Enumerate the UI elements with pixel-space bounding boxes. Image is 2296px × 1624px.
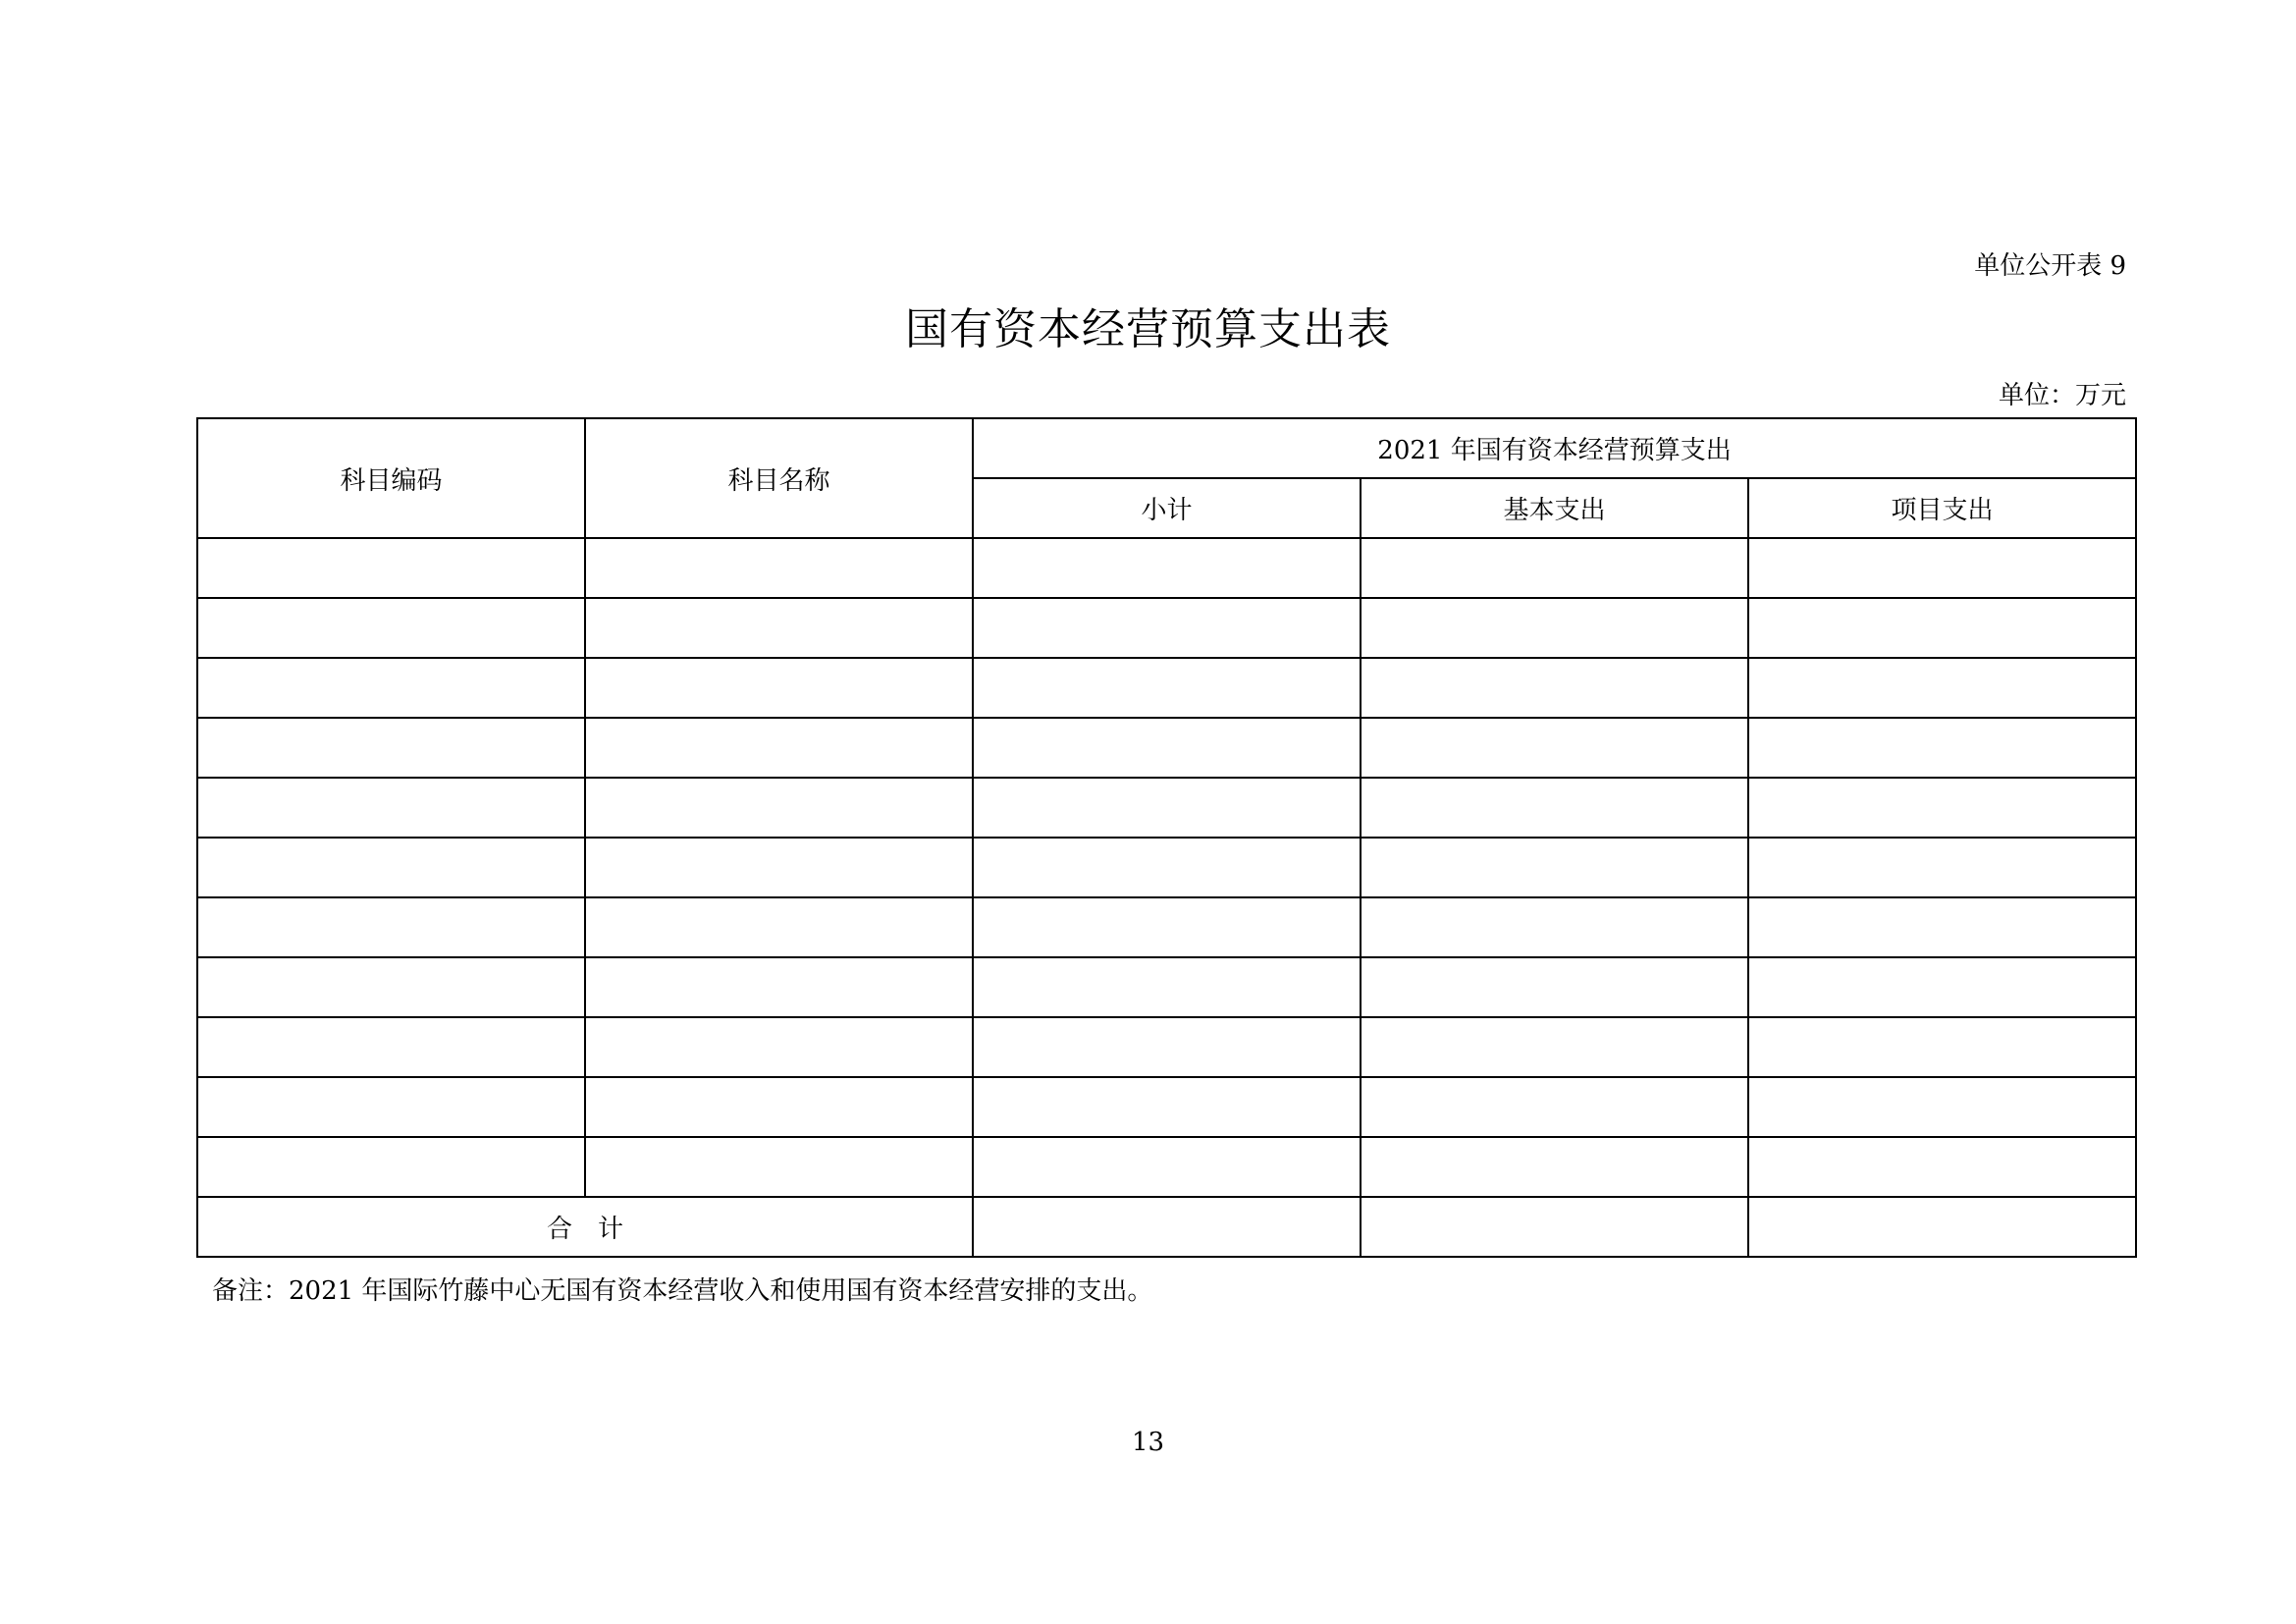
cell-name <box>585 838 973 897</box>
cell-project <box>1748 1137 2136 1197</box>
cell-project <box>1748 658 2136 718</box>
table-row <box>197 1017 2136 1077</box>
cell-basic <box>1361 598 1748 658</box>
cell-name <box>585 897 973 957</box>
header-code: 科目编码 <box>197 418 585 538</box>
cell-code <box>197 1077 585 1137</box>
cell-code <box>197 538 585 598</box>
cell-subtotal <box>973 957 1361 1017</box>
header-subtotal: 小计 <box>973 478 1361 538</box>
page-title: 国有资本经营预算支出表 <box>905 304 1391 354</box>
cell-name <box>585 658 973 718</box>
total-project <box>1748 1197 2136 1257</box>
unit-label: 单位：万元 <box>1998 381 2126 410</box>
cell-basic <box>1361 1017 1748 1077</box>
budget-expenditure-table <box>196 417 2137 1258</box>
table-row <box>197 838 2136 897</box>
cell-code <box>197 1137 585 1197</box>
cell-basic <box>1361 897 1748 957</box>
cell-subtotal <box>973 897 1361 957</box>
total-subtotal <box>973 1197 1361 1257</box>
cell-basic <box>1361 778 1748 838</box>
table-row <box>197 658 2136 718</box>
cell-project <box>1748 1077 2136 1137</box>
page-number: 13 <box>1131 1428 1165 1457</box>
cell-code <box>197 897 585 957</box>
cell-basic <box>1361 957 1748 1017</box>
cell-code <box>197 1017 585 1077</box>
total-basic <box>1361 1197 1748 1257</box>
cell-basic <box>1361 1137 1748 1197</box>
table-row <box>197 538 2136 598</box>
cell-basic <box>1361 838 1748 897</box>
cell-code <box>197 718 585 778</box>
cell-name <box>585 1137 973 1197</box>
cell-project <box>1748 1017 2136 1077</box>
table-row <box>197 778 2136 838</box>
cell-basic <box>1361 1077 1748 1137</box>
cell-name <box>585 1077 973 1137</box>
cell-project <box>1748 538 2136 598</box>
cell-subtotal <box>973 1137 1361 1197</box>
form-number: 单位公开表 9 <box>1974 251 2126 281</box>
cell-project <box>1748 957 2136 1017</box>
cell-project <box>1748 838 2136 897</box>
table-body <box>197 538 2136 1257</box>
header-row-1 <box>197 418 2136 478</box>
cell-basic <box>1361 718 1748 778</box>
cell-name <box>585 598 973 658</box>
cell-code <box>197 598 585 658</box>
cell-code <box>197 838 585 897</box>
table-row <box>197 598 2136 658</box>
header-basic: 基本支出 <box>1361 478 1748 538</box>
table-row <box>197 718 2136 778</box>
cell-basic <box>1361 538 1748 598</box>
table-row <box>197 1137 2136 1197</box>
header-project: 项目支出 <box>1748 478 2136 538</box>
cell-project <box>1748 598 2136 658</box>
cell-subtotal <box>973 718 1361 778</box>
cell-subtotal <box>973 538 1361 598</box>
cell-name <box>585 778 973 838</box>
cell-basic <box>1361 658 1748 718</box>
cell-code <box>197 658 585 718</box>
cell-name <box>585 957 973 1017</box>
cell-subtotal <box>973 658 1361 718</box>
cell-subtotal <box>973 598 1361 658</box>
table-row <box>197 957 2136 1017</box>
total-row <box>197 1197 2136 1257</box>
cell-subtotal <box>973 1077 1361 1137</box>
cell-name <box>585 1017 973 1077</box>
cell-code <box>197 778 585 838</box>
header-name: 科目名称 <box>585 418 973 538</box>
cell-subtotal <box>973 778 1361 838</box>
cell-subtotal <box>973 1017 1361 1077</box>
cell-subtotal <box>973 838 1361 897</box>
footnote: 备注：2021 年国际竹藤中心无国有资本经营收入和使用国有资本经营安排的支出。 <box>212 1276 1153 1306</box>
cell-code <box>197 957 585 1017</box>
table-row <box>197 1077 2136 1137</box>
cell-project <box>1748 778 2136 838</box>
table-row <box>197 897 2136 957</box>
total-label: 合 计 <box>197 1197 973 1257</box>
cell-project <box>1748 718 2136 778</box>
cell-name <box>585 718 973 778</box>
cell-project <box>1748 897 2136 957</box>
header-group: 2021 年国有资本经营预算支出 <box>973 418 2136 478</box>
cell-name <box>585 538 973 598</box>
